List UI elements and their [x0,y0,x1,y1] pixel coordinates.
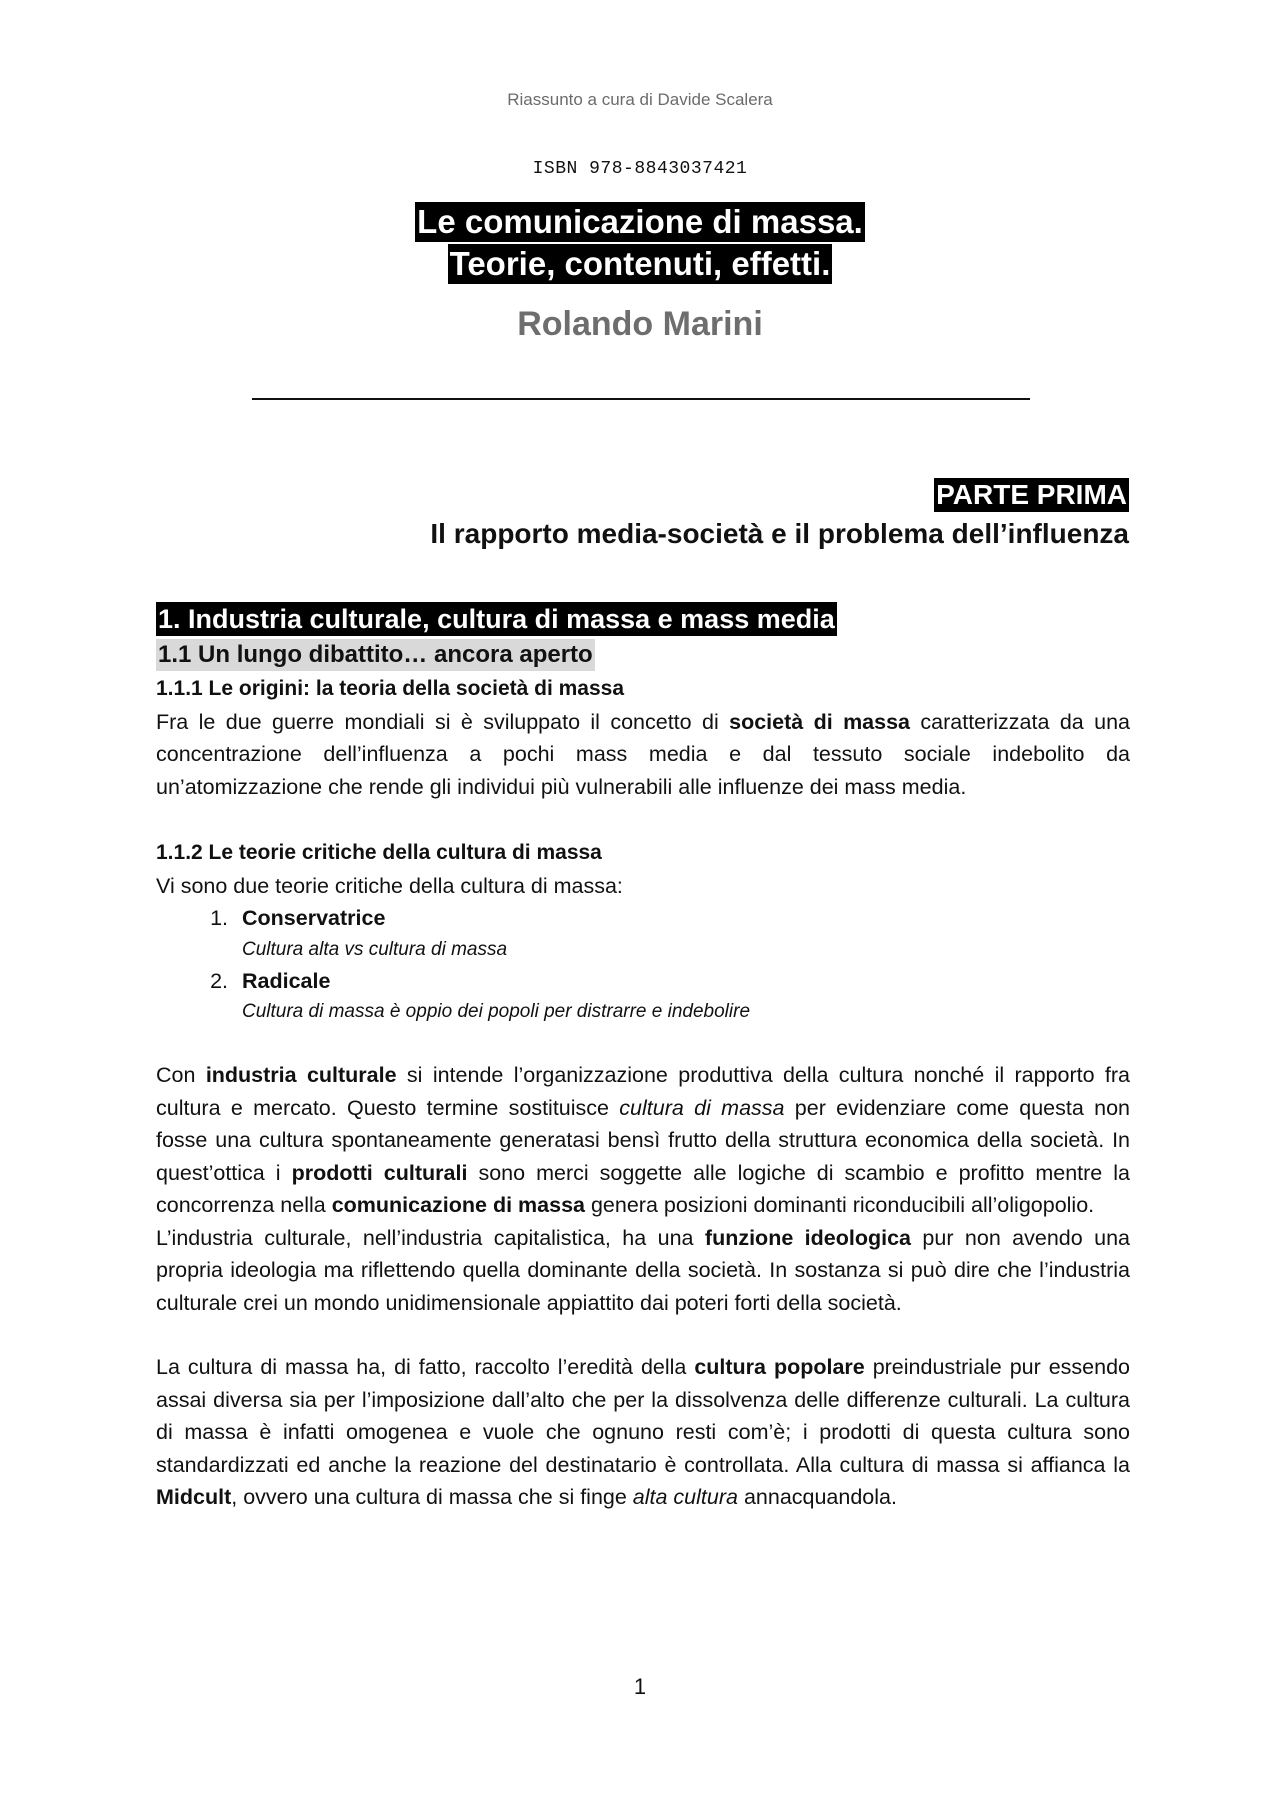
paragraph-industria-culturale: Con industria culturale si intende l’organizzazione produttiva della cultura nonché il rapporto fra cultura e mercato. Questo termine sostituisce cultura di massa per evidenziare come questa non fosse una cultura spontaneamente generatasi bensì frutto della struttura economica della società. In quest’ottica i prodotti culturali sono merci soggette alle logiche di scambio e profitto mentre la concorrenza nella comunicazione di massa genera posizioni dominanti riconducibili all’oligopolio. [156,1063,1131,1217]
theory-description: Cultura di massa è oppio dei popoli per distrarre e indebolire [242,1001,751,1022]
page-number: 1 [633,1674,647,1699]
section-heading: 1.1 Un lungo dibattito… ancora aperto [156,639,595,671]
subsection-heading-critical-theories: 1.1.2 Le teorie critiche della cultura di massa [156,841,602,864]
horizontal-rule [252,398,1030,400]
chapter-heading: 1. Industria culturale, cultura di massa e mass media [158,604,835,634]
paragraph-cultura-popolare: La cultura di massa ha, di fatto, raccolto l’eredità della cultura popolare preindustriale pur essendo assai diversa sia per l’imposizione dall’alto che per la dissolvenza delle differenze culturali. La cultura di massa è infatti omogenea e vuole che ognuno resti com’è; i prodotti di questa cultura sono standardizzati ed anche la reazione del destinatario è controllata. Alla cultura di massa si affianca la Midcult, ovvero una cultura di massa che si finge alta cultura annacquandola. [156,1355,1131,1509]
theory-name: Conservatrice [242,906,386,930]
book-title-line-2: Teorie, contenuti, effetti. [449,245,831,282]
list-item [234,965,1130,1028]
paragraph-critical-intro: Vi sono due teorie critiche della cultura di massa: [156,873,623,898]
book-title [0,202,1280,286]
term-societa-di-massa: società di massa [729,709,911,734]
body-content [156,602,1130,1514]
paragraph-funzione-ideologica: L’industria culturale, nell’industria capitalistica, ha una funzione ideologica pur non avendo una propria ideologia ma riflettendo quella dominante della società. In sostanza si può dire che l’industria culturale crei un mondo unidimensionale appiattito dai poteri forti della società. [156,1225,1131,1315]
subsection-heading-origins: 1.1.1 Le origini: la teoria della società di massa [156,677,625,700]
part-title: Il rapporto media-società e il problema dell’influenza [430,518,1129,549]
book-author: Rolando Marini [517,305,763,343]
theory-list [156,902,1130,1027]
paragraph-origins: Fra le due guerre mondiali si è sviluppato il concetto di società di massa caratterizzata da una concentrazione dell’influenza a pochi mass media e dal tessuto sociale indebolito da un’atomizzazione che rende gli individui più vulnerabili alle influenze dei mass media. [156,709,1130,799]
theory-name: Radicale [242,968,331,993]
theory-description: Cultura alta vs cultura di massa [242,938,508,960]
list-item [234,902,1130,965]
book-title-line-1: Le comunicazione di massa. [417,203,863,240]
part-label: PARTE PRIMA [936,479,1127,510]
running-header: Riassunto a cura di Davide Scalera [507,90,773,109]
isbn: ISBN 978-8843037421 [532,159,748,179]
